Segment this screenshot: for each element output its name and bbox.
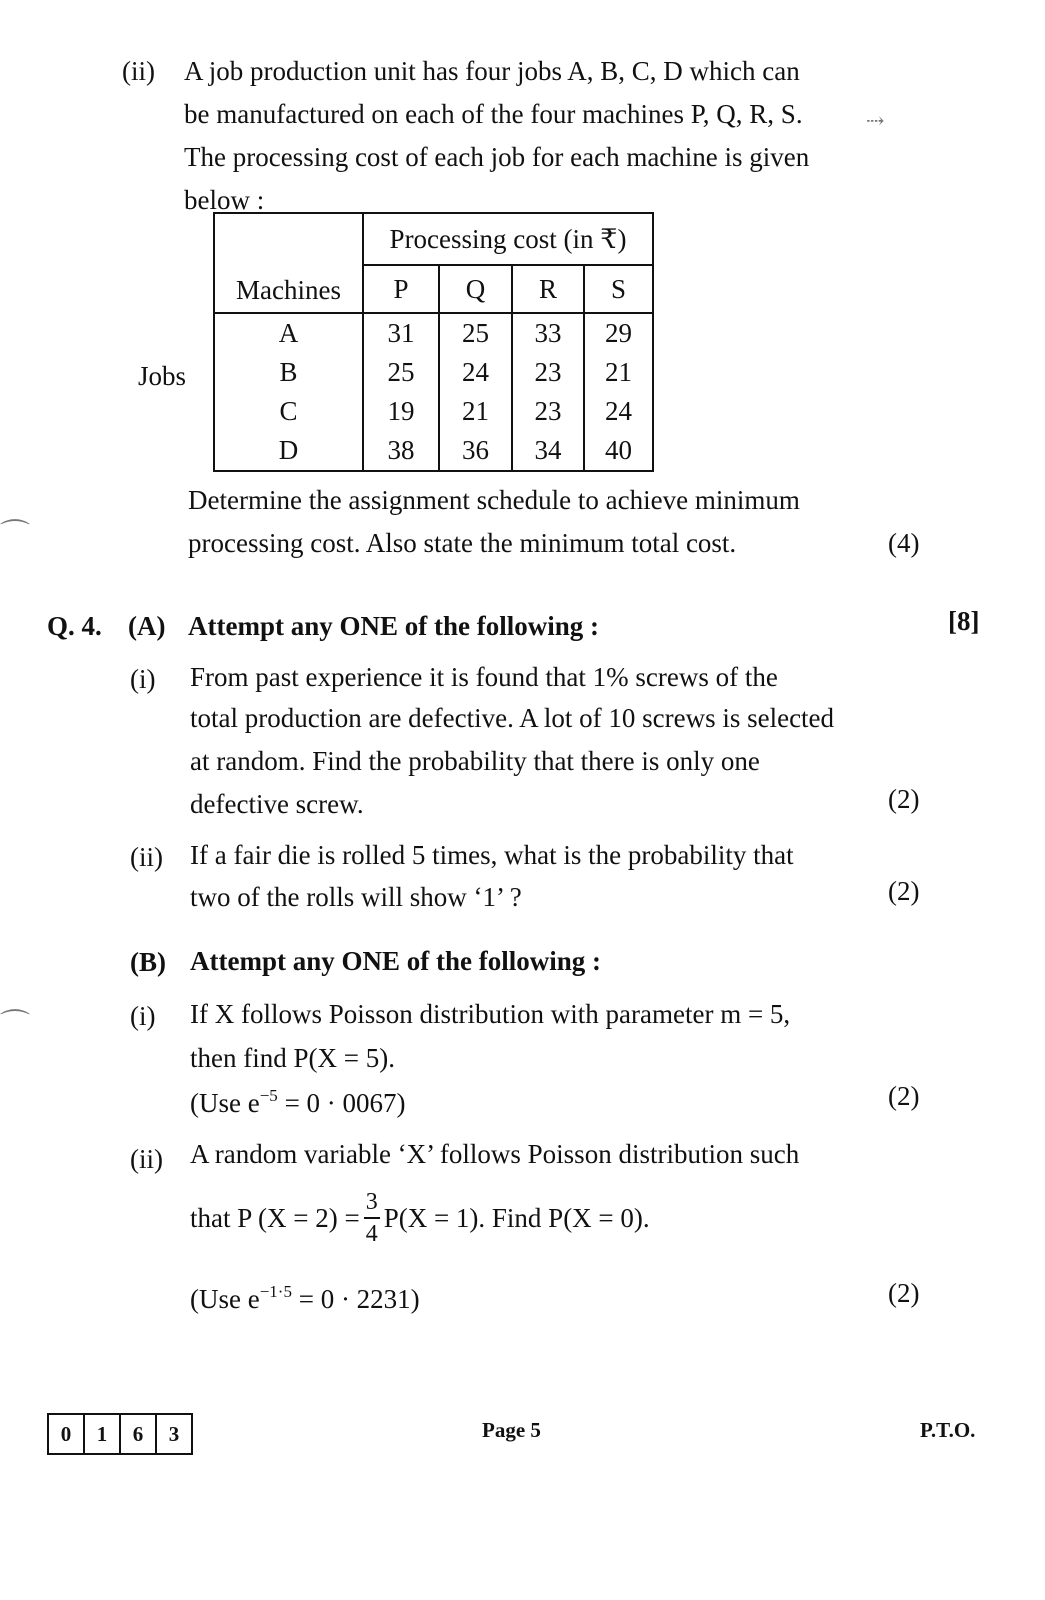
question-line: processing cost. Also state the minimum total cost. [188,528,737,558]
question-line: A random variable ‘X’ follows Poisson distribution such [190,1139,800,1169]
cost-cell: 25 [363,353,439,392]
question-number: (ii) [130,842,163,872]
question-line: at random. Find the probability that there is only one [190,746,760,776]
question-number: (ii) [122,56,155,86]
question-line: then find P(X = 5). [190,1043,395,1073]
equation-prefix: that P (X = 2) = [190,1202,360,1233]
equation-suffix: P(X = 1). Find P(X = 0). [383,1202,650,1233]
margin-mark-icon: ⌒ [0,519,30,552]
hint-exponent: −5 [259,1086,278,1105]
column-header-q: Q [439,265,512,313]
hint-line [190,1278,420,1321]
question-number: (i) [130,664,156,694]
marks: (4) [888,528,920,558]
fraction [364,1190,380,1246]
code-digit: 3 [168,1421,180,1446]
fraction-numerator: 3 [364,1190,380,1219]
question-line: The processing cost of each job for each machine is given [184,142,810,172]
marks: (2) [888,784,920,814]
question-label: Q. 4. [47,611,102,641]
question-line: Determine the assignment schedule to achieve minimum [188,485,800,515]
marks: (2) [888,1278,920,1308]
hint-suffix: = 0 · 0067) [277,1088,406,1118]
cost-cell: 24 [584,392,653,431]
question-number: (i) [130,1001,156,1031]
cost-cell: 25 [439,313,512,353]
code-digit: 1 [85,1415,121,1453]
column-header-p: P [363,265,439,313]
cost-header: Processing cost (in ₹) [363,213,653,265]
question-line: total production are defective. A lot of 10 screws is selected [190,703,835,733]
table-row [214,353,653,392]
marks: (2) [888,876,920,906]
question-line: A job production unit has four jobs A, B, C, D which can [184,56,800,86]
stray-mark-icon: ⇢ [866,108,885,133]
job-label: C [214,392,363,431]
question-line: From past experience it is found that 1% screws of the [190,662,778,692]
question-number: (ii) [130,1144,163,1174]
processing-cost-table [213,212,654,472]
margin-mark-icon: ⌒ [0,1009,30,1042]
column-header-r: R [512,265,584,313]
jobs-label: Jobs [138,361,187,391]
total-marks: [8] [948,606,980,636]
section-heading: Attempt any ONE of the following : [190,946,601,976]
question-line: If X follows Poisson distribution with parameter m = 5, [190,999,791,1029]
question-line: defective screw. [190,789,364,819]
question-line: be manufactured on each of the four machines P, Q, R, S. [184,99,803,129]
pto-label: P.T.O. [920,1418,976,1442]
cost-cell: 23 [512,392,584,431]
code-digit: 6 [121,1415,157,1453]
hint-prefix: (Use e [190,1284,260,1314]
code-digit: 0 [49,1415,85,1453]
paper-code-box [47,1413,193,1455]
part-label: (B) [130,947,166,977]
cost-cell: 31 [363,313,439,353]
table-row [214,431,653,471]
table-row [214,392,653,431]
part-label: (A) [128,611,166,641]
question-line: If a fair die is rolled 5 times, what is the probability that [190,840,794,870]
table-row [214,313,653,353]
machines-header: Machines [214,213,363,313]
cost-cell: 36 [439,431,512,471]
cost-cell: 38 [363,431,439,471]
section-heading: Attempt any ONE of the following : [188,611,599,641]
question-line: below : [184,185,265,215]
equation-line [190,1190,650,1246]
cost-cell: 33 [512,313,584,353]
marks: (2) [888,1081,920,1111]
cost-cell: 19 [363,392,439,431]
cost-cell: 29 [584,313,653,353]
cost-cell: 21 [584,353,653,392]
cost-cell: 24 [439,353,512,392]
hint-prefix: (Use e [190,1088,260,1118]
job-label: B [214,353,363,392]
fraction-denominator: 4 [365,1221,378,1247]
cost-cell: 21 [439,392,512,431]
job-label: D [214,431,363,471]
page-number: Page 5 [482,1418,541,1442]
column-header-s: S [584,265,653,313]
job-label: A [214,313,363,353]
hint-suffix: = 0 · 2231) [291,1284,420,1314]
hint-exponent: −1·5 [259,1282,292,1301]
hint-line [190,1082,406,1125]
cost-cell: 23 [512,353,584,392]
cost-cell: 34 [512,431,584,471]
cost-cell: 40 [584,431,653,471]
question-line: two of the rolls will show ‘1’ ? [190,882,522,912]
